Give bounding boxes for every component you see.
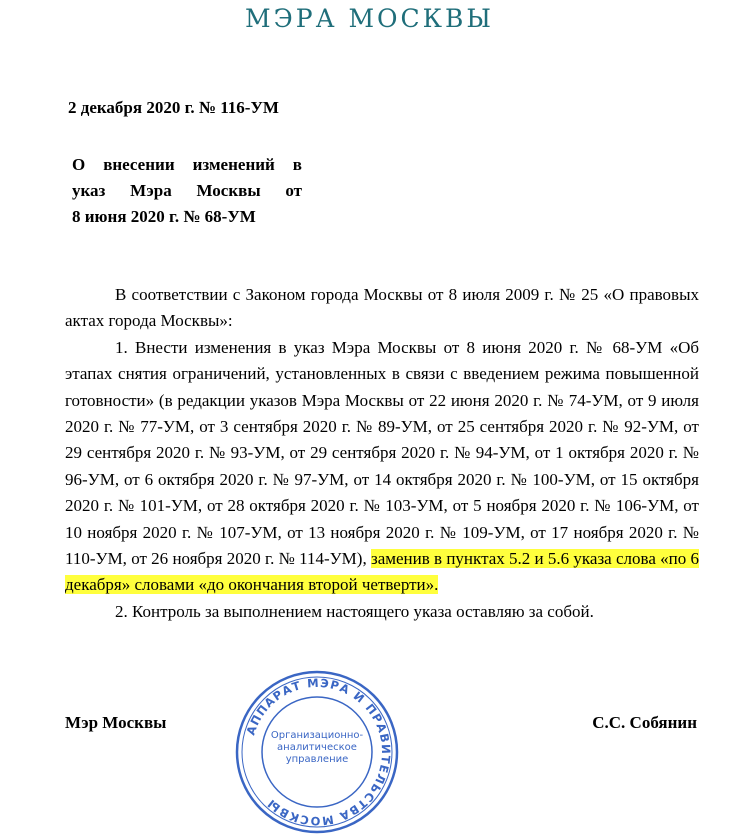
seal-ring-text: АППАРАТ МЭРА И ПРАВИТЕЛЬСТВА МОСКВЫ — [243, 675, 394, 829]
official-seal-stamp — [232, 667, 402, 837]
signatory-title: Мэр Москвы — [65, 713, 167, 732]
seal-center-line: аналитическое — [277, 742, 357, 753]
decree-date-number: 2 декабря 2020 г. № 116-УМ — [68, 98, 279, 117]
item-1-paragraph — [65, 335, 699, 599]
subject-line: указ Мэра Москвы от — [72, 181, 302, 200]
item-1-text: 1. Внести изменения в указ Мэра Москвы от 8 июня 2020 г. № 68-УМ «Об этапах снятия ограничений, установленных в связи с введением режима повышенной готовности» (в редакции указов Мэра Москвы от 22 июня 2020 г. № 74-УМ, от 9 июля 2020 г. № 77-УМ, от 3 сентября 2020 г. № 89-УМ, от 25 сентября 2020 г. № 92-УМ, от 29 сентября 2020 г. № 93-УМ, от 29 сентября 2020 г. № 94-УМ, от 1 октября 2020 г. № 96-УМ, от 6 октября 2020 г. № 97-УМ, от 14 октября 2020 г. № 100-УМ, от 15 октября 2020 г. № 101-УМ, от 28 октября 2020 г. № 103-УМ, от 5 ноября 2020 г. № 106-УМ, от 10 ноября 2020 г. № 107-УМ, от 13 ноября 2020 г. № 109-УМ, от 17 ноября 2020 г. № 110-УМ, от 26 ноября 2020 г. № 114-УМ), — [65, 337, 699, 569]
decree-body — [65, 282, 699, 625]
seal-center-line: Организационно- — [270, 730, 364, 741]
subject-line: О внесении изменений в — [72, 155, 302, 174]
preamble-paragraph: В соответствии с Законом города Москвы от 8 июля 2009 г. № 25 «О правовых актах города Москвы»: — [65, 285, 699, 331]
signatory-name: С.С. Собянин — [592, 713, 697, 732]
item-2-paragraph: 2. Контроль за выполнением настоящего указа оставляю за собой. — [115, 601, 594, 621]
subject-line: 8 июня 2020 г. № 68-УМ — [72, 207, 256, 226]
seal-center-line: управление — [285, 754, 349, 765]
document-header-title: МЭРА МОСКВЫ — [245, 4, 494, 33]
decree-subject — [72, 152, 302, 230]
highlighted-amendment-text: заменив в пунктах 5.2 и 5.6 указа слова «по 6 декабря» словами «до окончания второй четверти». — [65, 549, 699, 595]
